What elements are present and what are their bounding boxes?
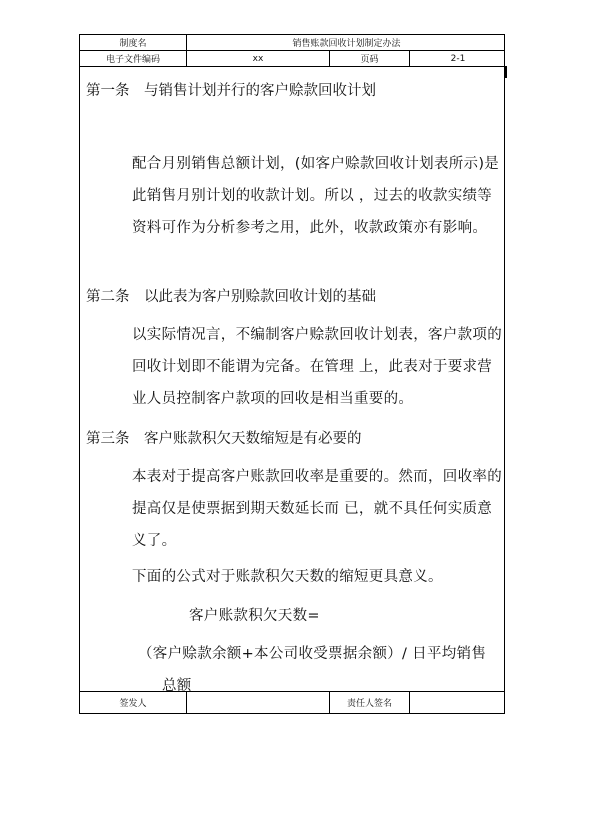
- issuer-label: 签发人: [80, 692, 187, 713]
- header-row-name: [80, 35, 504, 51]
- page-number-label: 页码: [330, 51, 410, 66]
- article-3-body-2: 下面的公式对于账款积欠天数的缩短更具意义。: [132, 569, 443, 585]
- file-code-label: 电子文件编码: [80, 51, 187, 66]
- margin-mark: [505, 66, 507, 78]
- signature-row: [80, 691, 504, 713]
- responsible-signature-field[interactable]: [410, 692, 506, 713]
- regulation-name-value: 销售账款回收计划制定办法: [292, 39, 401, 49]
- article-2-body: 以实际情况言，不编制客户赊款回收计划表，客户款项的回收计划即不能谓为完备。在管理 上，此表对于要求营业人员控制客户款项的回收是相当重要的。: [132, 327, 502, 407]
- document-form: [79, 34, 505, 714]
- article-3-title: 第三条 客户账款积欠天数缩短是有必要的: [86, 431, 362, 447]
- page-number-value: 2-1: [450, 53, 466, 64]
- file-code-value: xx: [187, 51, 330, 66]
- issuer-field[interactable]: [187, 692, 330, 713]
- formula-line-1: 客户账款积欠天数=: [189, 608, 320, 624]
- article-2-title: 第二条 以此表为客户别赊款回收计划的基础: [86, 289, 376, 305]
- article-1-title: 第一条 与销售计划并行的客户赊款回收计划: [86, 83, 376, 99]
- responsible-signature-label: 责任人签名: [330, 692, 410, 713]
- article-1-body: 配合月别销售总额计划，(如客户赊款回收计划表所示)是此销售月别计划的收款计划。所以 ，过去的收款实绩等资料可作为分析参考之用，此外，收款政策亦有影响。: [132, 156, 500, 236]
- header-row-file: [80, 51, 504, 67]
- formula-line-2: （客户赊款余额+本公司收受票据余额）/ 日平均销售总额: [138, 646, 487, 694]
- regulation-name-label: 制度名: [80, 35, 187, 50]
- article-3-body: 本表对于提高客户账款回收率是重要的。然而，回收率的提高仅是使票据到期天数延长而 已，就不具任何实质意义了。: [132, 469, 502, 549]
